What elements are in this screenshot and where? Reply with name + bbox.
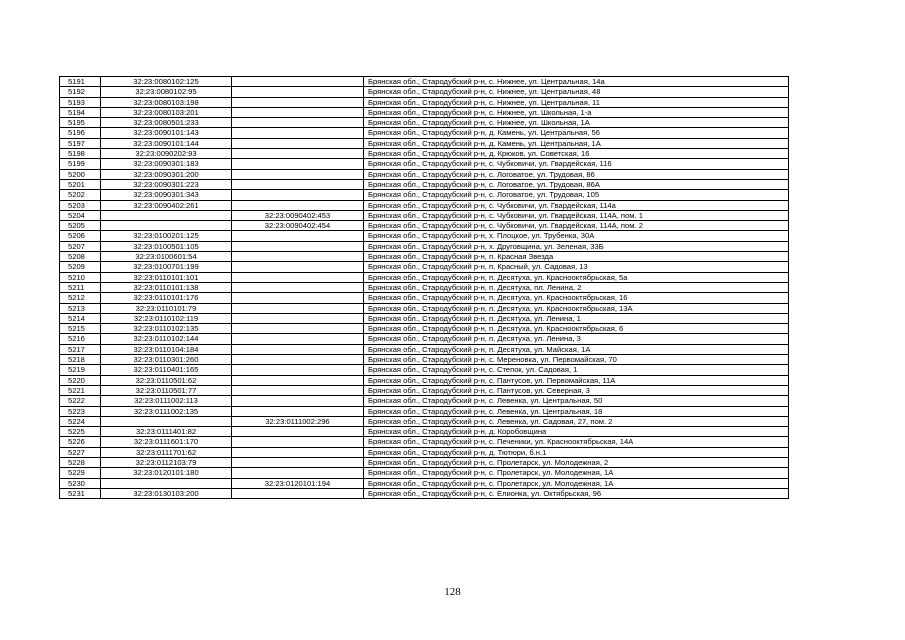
premises-cadastral-number-cell: [232, 313, 364, 323]
address-cell: Брянская обл., Стародубский р-н, с. Нижнее, ул. Школьная, 1А: [364, 118, 789, 128]
address-cell: Брянская обл., Стародубский р-н, д. Крюков, ул. Советская, 16: [364, 149, 789, 159]
premises-cadastral-number-cell: [232, 159, 364, 169]
premises-cadastral-number-cell: [232, 355, 364, 365]
land-cadastral-number-cell: 32:23:0110102:135: [101, 324, 232, 334]
premises-cadastral-number-cell: [232, 272, 364, 282]
row-number-cell: 5200: [60, 169, 101, 179]
premises-cadastral-number-cell: [232, 190, 364, 200]
table-row: [60, 97, 789, 107]
address-cell: Брянская обл., Стародубский р-н, с. Нижнее, ул. Центральная, 11: [364, 97, 789, 107]
page-number: 128: [444, 586, 461, 598]
premises-cadastral-number-cell: [232, 427, 364, 437]
table-row: [60, 190, 789, 200]
table-row: [60, 324, 789, 334]
premises-cadastral-number-cell: [232, 262, 364, 272]
premises-cadastral-number-cell: [232, 128, 364, 138]
table-row: [60, 334, 789, 344]
table-row: [60, 87, 789, 97]
table-row: [60, 262, 789, 272]
table-row: [60, 313, 789, 323]
land-cadastral-number-cell: 32:23:0110102:144: [101, 334, 232, 344]
row-number-cell: 5207: [60, 241, 101, 251]
row-number-cell: 5220: [60, 375, 101, 385]
address-cell: Брянская обл., Стародубский р-н, п. Десятуха, ул. Майская, 1А: [364, 344, 789, 354]
land-cadastral-number-cell: 32:23:0100701:199: [101, 262, 232, 272]
row-number-cell: 5214: [60, 313, 101, 323]
premises-cadastral-number-cell: [232, 375, 364, 385]
table-row: [60, 159, 789, 169]
table-row: [60, 416, 789, 426]
row-number-cell: 5229: [60, 468, 101, 478]
address-cell: Брянская обл., Стародубский р-н, с. Нижнее, ул. Центральная, 14а: [364, 77, 789, 87]
land-cadastral-number-cell: 32:23:0090101:144: [101, 138, 232, 148]
table-row: [60, 169, 789, 179]
premises-cadastral-number-cell: [232, 406, 364, 416]
premises-cadastral-number-cell: [232, 324, 364, 334]
premises-cadastral-number-cell: [232, 107, 364, 117]
premises-cadastral-number-cell: [232, 118, 364, 128]
premises-cadastral-number-cell: [232, 179, 364, 189]
table-row: [60, 231, 789, 241]
row-number-cell: 5215: [60, 324, 101, 334]
row-number-cell: 5216: [60, 334, 101, 344]
table-row: [60, 396, 789, 406]
land-cadastral-number-cell: 32:23:0090101:143: [101, 128, 232, 138]
premises-cadastral-number-cell: [232, 457, 364, 467]
table-row: [60, 447, 789, 457]
address-cell: Брянская обл., Стародубский р-н, с. Пролетарск, ул. Молодежная, 1А: [364, 468, 789, 478]
land-cadastral-number-cell: 32:23:0110102:119: [101, 313, 232, 323]
land-cadastral-number-cell: 32:23:0110401:165: [101, 365, 232, 375]
land-cadastral-number-cell: [101, 221, 232, 231]
land-cadastral-number-cell: 32:23:0111401:82: [101, 427, 232, 437]
row-number-cell: 5218: [60, 355, 101, 365]
address-cell: Брянская обл., Стародубский р-н, п. Десятуха, ул. Ленина, 3: [364, 334, 789, 344]
row-number-cell: 5231: [60, 488, 101, 498]
land-cadastral-number-cell: 32:23:0100601:54: [101, 252, 232, 262]
address-cell: Брянская обл., Стародубский р-н, д. Камень, ул. Центральная, 56: [364, 128, 789, 138]
address-cell: Брянская обл., Стародубский р-н, х. Друговщина, ул. Зеленая, 33Б: [364, 241, 789, 251]
row-number-cell: 5203: [60, 200, 101, 210]
address-cell: Брянская обл., Стародубский р-н, с. Пролетарск, ул. Молодежная, 1А: [364, 478, 789, 488]
land-cadastral-number-cell: 32:23:0080102:125: [101, 77, 232, 87]
address-cell: Брянская обл., Стародубский р-н, п. Десятуха, ул. Ленина, 1: [364, 313, 789, 323]
address-cell: Брянская обл., Стародубский р-н, п. Десятуха, ул. Краснооктябрьская, 16: [364, 293, 789, 303]
address-cell: Брянская обл., Стародубский р-н, п. Красный, ул. Садовая, 13: [364, 262, 789, 272]
premises-cadastral-number-cell: 32:23:0111002:296: [232, 416, 364, 426]
premises-cadastral-number-cell: [232, 241, 364, 251]
address-cell: Брянская обл., Стародубский р-н, х. Плоцкое, ул. Трубенка, 30А: [364, 231, 789, 241]
address-cell: Брянская обл., Стародубский р-н, с. Степок, ул. Садовая, 1: [364, 365, 789, 375]
address-cell: Брянская обл., Стародубский р-н, п. Десятуха, ул. Краснооктябрьская, 5а: [364, 272, 789, 282]
land-cadastral-number-cell: 32:23:0110501:77: [101, 385, 232, 395]
premises-cadastral-number-cell: [232, 282, 364, 292]
table-row: [60, 179, 789, 189]
land-cadastral-number-cell: 32:23:0080102:95: [101, 87, 232, 97]
premises-cadastral-number-cell: [232, 252, 364, 262]
table-row: [60, 375, 789, 385]
address-cell: Брянская обл., Стародубский р-н, с. Чубковичи, ул. Гвардейская, 114А, пом. 2: [364, 221, 789, 231]
land-cadastral-number-cell: 32:23:0080103:198: [101, 97, 232, 107]
premises-cadastral-number-cell: [232, 365, 364, 375]
address-cell: Брянская обл., Стародубский р-н, с. Логоватое, ул. Трудовая, 86: [364, 169, 789, 179]
land-cadastral-number-cell: 32:23:0130103:200: [101, 488, 232, 498]
address-cell: Брянская обл., Стародубский р-н, п. Десятуха, пл. Ленина, 2: [364, 282, 789, 292]
premises-cadastral-number-cell: [232, 468, 364, 478]
table-row: [60, 293, 789, 303]
table-row: [60, 149, 789, 159]
table-row: [60, 200, 789, 210]
premises-cadastral-number-cell: [232, 447, 364, 457]
premises-cadastral-number-cell: [232, 293, 364, 303]
address-cell: Брянская обл., Стародубский р-н, с. Печеники, ул. Краснооктябрьская, 14А: [364, 437, 789, 447]
table-row: [60, 107, 789, 117]
land-cadastral-number-cell: 32:23:0110101:101: [101, 272, 232, 282]
table-row: [60, 272, 789, 282]
table-row: [60, 210, 789, 220]
land-cadastral-number-cell: 32:23:0112103:79: [101, 457, 232, 467]
address-cell: Брянская обл., Стародубский р-н, с. Левенка, ул. Центральная, 50: [364, 396, 789, 406]
row-number-cell: 5202: [60, 190, 101, 200]
address-cell: Брянская обл., Стародубский р-н, с. Чубковичи, ул. Гвардейская, 114а: [364, 200, 789, 210]
address-cell: Брянская обл., Стародубский р-н, с. Логоватое, ул. Трудовая, 86А: [364, 179, 789, 189]
table-row: [60, 478, 789, 488]
row-number-cell: 5228: [60, 457, 101, 467]
premises-cadastral-number-cell: [232, 87, 364, 97]
land-cadastral-number-cell: 32:23:0090402:261: [101, 200, 232, 210]
table-row: [60, 303, 789, 313]
premises-cadastral-number-cell: 32:23:0090402:454: [232, 221, 364, 231]
table-row: [60, 221, 789, 231]
table-row: [60, 128, 789, 138]
row-number-cell: 5223: [60, 406, 101, 416]
row-number-cell: 5197: [60, 138, 101, 148]
row-number-cell: 5199: [60, 159, 101, 169]
table-row: [60, 252, 789, 262]
address-cell: Брянская обл., Стародубский р-н, с. Чубковичи, ул. Гвардейская, 116: [364, 159, 789, 169]
address-cell: Брянская обл., Стародубский р-н, с. Пролетарск, ул. Молодежная, 2: [364, 457, 789, 467]
land-cadastral-number-cell: 32:23:0110301:260: [101, 355, 232, 365]
address-cell: Брянская обл., Стародубский р-н, п. Красная Звезда: [364, 252, 789, 262]
premises-cadastral-number-cell: [232, 344, 364, 354]
row-number-cell: 5209: [60, 262, 101, 272]
row-number-cell: 5195: [60, 118, 101, 128]
address-cell: Брянская обл., Стародубский р-н, с. Пантусов, ул. Северная, 3: [364, 385, 789, 395]
premises-cadastral-number-cell: [232, 169, 364, 179]
address-cell: Брянская обл., Стародубский р-н, с. Елионка, ул. Октябрьская, 96: [364, 488, 789, 498]
row-number-cell: 5213: [60, 303, 101, 313]
land-cadastral-number-cell: 32:23:0090202:93: [101, 149, 232, 159]
premises-cadastral-number-cell: [232, 77, 364, 87]
row-number-cell: 5193: [60, 97, 101, 107]
table-row: [60, 282, 789, 292]
land-cadastral-number-cell: 32:23:0090301:200: [101, 169, 232, 179]
table-row: [60, 488, 789, 498]
land-cadastral-number-cell: 32:23:0100201:125: [101, 231, 232, 241]
row-number-cell: 5205: [60, 221, 101, 231]
address-cell: Брянская обл., Стародубский р-н, п. Десятуха, ул. Краснооктябрьская, 13А: [364, 303, 789, 313]
premises-cadastral-number-cell: [232, 231, 364, 241]
premises-cadastral-number-cell: [232, 138, 364, 148]
table-row: [60, 437, 789, 447]
row-number-cell: 5210: [60, 272, 101, 282]
table-row: [60, 457, 789, 467]
land-cadastral-number-cell: 32:23:0111701:62: [101, 447, 232, 457]
land-cadastral-number-cell: [101, 478, 232, 488]
land-cadastral-number-cell: 32:23:0110101:138: [101, 282, 232, 292]
row-number-cell: 5201: [60, 179, 101, 189]
land-cadastral-number-cell: 32:23:0120101:180: [101, 468, 232, 478]
land-cadastral-number-cell: 32:23:0090301:223: [101, 179, 232, 189]
row-number-cell: 5226: [60, 437, 101, 447]
row-number-cell: 5196: [60, 128, 101, 138]
address-cell: Брянская обл., Стародубский р-н, с. Пантусов, ул. Первомайская, 11А: [364, 375, 789, 385]
row-number-cell: 5219: [60, 365, 101, 375]
land-cadastral-number-cell: 32:23:0111002:135: [101, 406, 232, 416]
land-cadastral-number-cell: 32:23:0110501:62: [101, 375, 232, 385]
row-number-cell: 5191: [60, 77, 101, 87]
row-number-cell: 5230: [60, 478, 101, 488]
address-cell: Брянская обл., Стародубский р-н, п. Десятуха, ул. Краснооктябрьская, 6: [364, 324, 789, 334]
table-row: [60, 468, 789, 478]
address-cell: Брянская обл., Стародубский р-н, с. Нижнее, ул. Центральная, 48: [364, 87, 789, 97]
row-number-cell: 5212: [60, 293, 101, 303]
table-row: [60, 406, 789, 416]
premises-cadastral-number-cell: [232, 200, 364, 210]
address-cell: Брянская обл., Стародубский р-н, с. Левенка, ул. Центральная, 18: [364, 406, 789, 416]
land-cadastral-number-cell: 32:23:0080103:201: [101, 107, 232, 117]
table-row: [60, 118, 789, 128]
table-row: [60, 355, 789, 365]
row-number-cell: 5208: [60, 252, 101, 262]
row-number-cell: 5204: [60, 210, 101, 220]
land-cadastral-number-cell: 32:23:0111002:113: [101, 396, 232, 406]
row-number-cell: 5211: [60, 282, 101, 292]
row-number-cell: 5217: [60, 344, 101, 354]
row-number-cell: 5227: [60, 447, 101, 457]
row-number-cell: 5225: [60, 427, 101, 437]
table-row: [60, 365, 789, 375]
row-number-cell: 5206: [60, 231, 101, 241]
premises-cadastral-number-cell: [232, 385, 364, 395]
table-row: [60, 385, 789, 395]
table-row: [60, 241, 789, 251]
land-cadastral-number-cell: 32:23:0090301:343: [101, 190, 232, 200]
table-row: [60, 344, 789, 354]
property-register-table: [59, 76, 789, 499]
address-cell: Брянская обл., Стародубский р-н, с. Логоватое, ул. Трудовая, 105: [364, 190, 789, 200]
land-cadastral-number-cell: [101, 416, 232, 426]
address-cell: Брянская обл., Стародубский р-н, д. Коробовщина: [364, 427, 789, 437]
address-cell: Брянская обл., Стародубский р-н, д. Тютюри, б.н.1: [364, 447, 789, 457]
address-cell: Брянская обл., Стародубский р-н, с. Чубковичи, ул. Гвардейская, 114А, пом. 1: [364, 210, 789, 220]
address-cell: Брянская обл., Стародубский р-н, д. Камень, ул. Центральная, 1А: [364, 138, 789, 148]
land-cadastral-number-cell: 32:23:0090301:183: [101, 159, 232, 169]
premises-cadastral-number-cell: [232, 334, 364, 344]
premises-cadastral-number-cell: 32:23:0090402:453: [232, 210, 364, 220]
land-cadastral-number-cell: [101, 210, 232, 220]
premises-cadastral-number-cell: [232, 437, 364, 447]
land-cadastral-number-cell: 32:23:0080501:233: [101, 118, 232, 128]
row-number-cell: 5221: [60, 385, 101, 395]
land-cadastral-number-cell: 32:23:0110101:176: [101, 293, 232, 303]
land-cadastral-number-cell: 32:23:0111601:170: [101, 437, 232, 447]
premises-cadastral-number-cell: [232, 303, 364, 313]
land-cadastral-number-cell: 32:23:0110101:79: [101, 303, 232, 313]
row-number-cell: 5222: [60, 396, 101, 406]
row-number-cell: 5224: [60, 416, 101, 426]
row-number-cell: 5194: [60, 107, 101, 117]
register-body: [60, 77, 789, 499]
premises-cadastral-number-cell: [232, 396, 364, 406]
table-row: [60, 138, 789, 148]
premises-cadastral-number-cell: [232, 488, 364, 498]
address-cell: Брянская обл., Стародубский р-н, с. Нижнее, ул. Школьная, 1-а: [364, 107, 789, 117]
land-cadastral-number-cell: 32:23:0100501:105: [101, 241, 232, 251]
premises-cadastral-number-cell: [232, 97, 364, 107]
premises-cadastral-number-cell: [232, 149, 364, 159]
land-cadastral-number-cell: 32:23:0110104:184: [101, 344, 232, 354]
table-row: [60, 427, 789, 437]
row-number-cell: 5198: [60, 149, 101, 159]
table-row: [60, 77, 789, 87]
row-number-cell: 5192: [60, 87, 101, 97]
address-cell: Брянская обл., Стародубский р-н, с. Левенка, ул. Садовая, 27, пом. 2: [364, 416, 789, 426]
premises-cadastral-number-cell: 32:23:0120101:194: [232, 478, 364, 488]
address-cell: Брянская обл., Стародубский р-н, с. Мереновка, ул. Первомайская, 70: [364, 355, 789, 365]
